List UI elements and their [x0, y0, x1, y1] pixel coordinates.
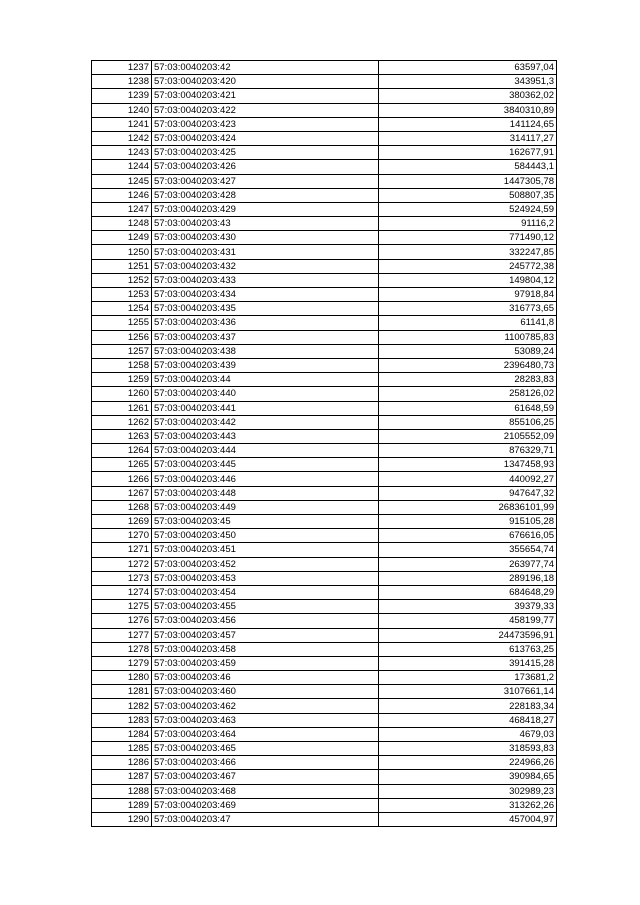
cadastral-value: 24473596,91 — [379, 628, 557, 642]
row-number: 1266 — [92, 472, 152, 486]
cadastral-number: 57:03:0040203:431 — [152, 245, 379, 259]
row-number: 1284 — [92, 727, 152, 741]
cadastral-value: 1347458,93 — [379, 458, 557, 472]
table-row — [92, 103, 557, 117]
cadastral-value: 97918,84 — [379, 288, 557, 302]
table-row — [92, 472, 557, 486]
cadastral-value: 584443,1 — [379, 160, 557, 174]
cadastral-value: 149804,12 — [379, 273, 557, 287]
cadastral-value: 61648,59 — [379, 401, 557, 415]
cadastral-number: 57:03:0040203:443 — [152, 429, 379, 443]
cadastral-value: 162677,91 — [379, 146, 557, 160]
cadastral-number: 57:03:0040203:442 — [152, 415, 379, 429]
cadastral-number: 57:03:0040203:422 — [152, 103, 379, 117]
table-row — [92, 600, 557, 614]
cadastral-value: 302989,23 — [379, 784, 557, 798]
cadastral-number: 57:03:0040203:420 — [152, 75, 379, 89]
cadastral-number: 57:03:0040203:424 — [152, 131, 379, 145]
row-number: 1269 — [92, 515, 152, 529]
cadastral-number: 57:03:0040203:445 — [152, 458, 379, 472]
cadastral-number: 57:03:0040203:459 — [152, 656, 379, 670]
cadastral-number: 57:03:0040203:429 — [152, 202, 379, 216]
row-number: 1261 — [92, 401, 152, 415]
row-number: 1267 — [92, 486, 152, 500]
row-number: 1279 — [92, 656, 152, 670]
cadastral-value: 676616,05 — [379, 529, 557, 543]
row-number: 1263 — [92, 429, 152, 443]
cadastral-value: 173681,2 — [379, 671, 557, 685]
cadastral-number: 57:03:0040203:467 — [152, 770, 379, 784]
cadastral-number: 57:03:0040203:454 — [152, 585, 379, 599]
cadastral-number: 57:03:0040203:44 — [152, 373, 379, 387]
cadastral-value: 613763,25 — [379, 642, 557, 656]
cadastral-value: 391415,28 — [379, 656, 557, 670]
row-number: 1285 — [92, 742, 152, 756]
row-number: 1239 — [92, 89, 152, 103]
table-row — [92, 742, 557, 756]
cadastral-number: 57:03:0040203:466 — [152, 756, 379, 770]
cadastral-number: 57:03:0040203:437 — [152, 330, 379, 344]
cadastral-value: 458199,77 — [379, 614, 557, 628]
cadastral-value: 2396480,73 — [379, 358, 557, 372]
table-row — [92, 798, 557, 812]
row-number: 1259 — [92, 373, 152, 387]
cadastral-value: 141124,65 — [379, 117, 557, 131]
table-row — [92, 146, 557, 160]
row-number: 1288 — [92, 784, 152, 798]
row-number: 1243 — [92, 146, 152, 160]
table-row — [92, 585, 557, 599]
cadastral-value: 258126,02 — [379, 387, 557, 401]
table-row — [92, 387, 557, 401]
cadastral-number: 57:03:0040203:465 — [152, 742, 379, 756]
table-row — [92, 231, 557, 245]
cadastral-number: 57:03:0040203:456 — [152, 614, 379, 628]
row-number: 1272 — [92, 557, 152, 571]
table-row — [92, 61, 557, 75]
table-row — [92, 458, 557, 472]
table-row — [92, 444, 557, 458]
cadastral-number: 57:03:0040203:436 — [152, 316, 379, 330]
row-number: 1258 — [92, 358, 152, 372]
row-number: 1286 — [92, 756, 152, 770]
cadastral-number: 57:03:0040203:451 — [152, 543, 379, 557]
cadastral-value: 39379,33 — [379, 600, 557, 614]
cadastral-number: 57:03:0040203:468 — [152, 784, 379, 798]
row-number: 1264 — [92, 444, 152, 458]
row-number: 1268 — [92, 500, 152, 514]
cadastral-value: 228183,34 — [379, 699, 557, 713]
cadastral-number: 57:03:0040203:441 — [152, 401, 379, 415]
table-row — [92, 770, 557, 784]
row-number: 1245 — [92, 174, 152, 188]
cadastral-value: 3840310,89 — [379, 103, 557, 117]
cadastral-number: 57:03:0040203:463 — [152, 713, 379, 727]
table-row — [92, 160, 557, 174]
table-row — [92, 656, 557, 670]
cadastral-number: 57:03:0040203:450 — [152, 529, 379, 543]
cadastral-value: 61141,8 — [379, 316, 557, 330]
row-number: 1265 — [92, 458, 152, 472]
row-number: 1273 — [92, 571, 152, 585]
row-number: 1248 — [92, 217, 152, 231]
table-row — [92, 571, 557, 585]
table-row — [92, 202, 557, 216]
cadastral-number: 57:03:0040203:43 — [152, 217, 379, 231]
cadastral-value: 508807,35 — [379, 188, 557, 202]
cadastral-value: 63597,04 — [379, 61, 557, 75]
row-number: 1255 — [92, 316, 152, 330]
row-number: 1277 — [92, 628, 152, 642]
cadastral-value: 3107661,14 — [379, 685, 557, 699]
cadastral-value: 1100785,83 — [379, 330, 557, 344]
row-number: 1250 — [92, 245, 152, 259]
cadastral-value: 26836101,99 — [379, 500, 557, 514]
cadastral-value: 915105,28 — [379, 515, 557, 529]
cadastral-number: 57:03:0040203:440 — [152, 387, 379, 401]
table-row — [92, 543, 557, 557]
row-number: 1247 — [92, 202, 152, 216]
row-number: 1254 — [92, 302, 152, 316]
row-number: 1251 — [92, 259, 152, 273]
table-body — [92, 61, 557, 827]
cadastral-value: 524924,59 — [379, 202, 557, 216]
cadastral-value: 468418,27 — [379, 713, 557, 727]
table-row — [92, 699, 557, 713]
cadastral-value: 28283,83 — [379, 373, 557, 387]
table-row — [92, 288, 557, 302]
row-number: 1241 — [92, 117, 152, 131]
cadastral-value: 440092,27 — [379, 472, 557, 486]
row-number: 1283 — [92, 713, 152, 727]
cadastral-value: 771490,12 — [379, 231, 557, 245]
cadastral-number: 57:03:0040203:446 — [152, 472, 379, 486]
cadastral-value: 332247,85 — [379, 245, 557, 259]
table-row — [92, 614, 557, 628]
cadastral-value: 457004,97 — [379, 812, 557, 826]
row-number: 1260 — [92, 387, 152, 401]
table-row — [92, 671, 557, 685]
row-number: 1249 — [92, 231, 152, 245]
row-number: 1275 — [92, 600, 152, 614]
row-number: 1253 — [92, 288, 152, 302]
cadastral-value: 91116,2 — [379, 217, 557, 231]
table-row — [92, 358, 557, 372]
table-row — [92, 330, 557, 344]
cadastral-value: 313262,26 — [379, 798, 557, 812]
cadastral-value: 263977,74 — [379, 557, 557, 571]
cadastral-number: 57:03:0040203:460 — [152, 685, 379, 699]
table-row — [92, 812, 557, 826]
row-number: 1287 — [92, 770, 152, 784]
table-row — [92, 344, 557, 358]
cadastral-value: 380362,02 — [379, 89, 557, 103]
row-number: 1271 — [92, 543, 152, 557]
cadastral-value: 390984,65 — [379, 770, 557, 784]
table-row — [92, 756, 557, 770]
cadastral-number: 57:03:0040203:428 — [152, 188, 379, 202]
cadastral-value: 855106,25 — [379, 415, 557, 429]
cadastral-number: 57:03:0040203:427 — [152, 174, 379, 188]
cadastral-value: 2105552,09 — [379, 429, 557, 443]
cadastral-number: 57:03:0040203:47 — [152, 812, 379, 826]
cadastral-number: 57:03:0040203:433 — [152, 273, 379, 287]
table-row — [92, 131, 557, 145]
cadastral-number: 57:03:0040203:435 — [152, 302, 379, 316]
row-number: 1289 — [92, 798, 152, 812]
cadastral-number: 57:03:0040203:423 — [152, 117, 379, 131]
row-number: 1282 — [92, 699, 152, 713]
cadastral-value: 355654,74 — [379, 543, 557, 557]
table-row — [92, 373, 557, 387]
cadastral-number: 57:03:0040203:462 — [152, 699, 379, 713]
table-row — [92, 174, 557, 188]
cadastral-number: 57:03:0040203:457 — [152, 628, 379, 642]
cadastral-value: 684648,29 — [379, 585, 557, 599]
table-row — [92, 245, 557, 259]
table-row — [92, 529, 557, 543]
row-number: 1276 — [92, 614, 152, 628]
cadastral-number: 57:03:0040203:452 — [152, 557, 379, 571]
cadastral-number: 57:03:0040203:46 — [152, 671, 379, 685]
row-number: 1262 — [92, 415, 152, 429]
table-row — [92, 302, 557, 316]
row-number: 1256 — [92, 330, 152, 344]
row-number: 1270 — [92, 529, 152, 543]
cadastral-value-table — [91, 60, 557, 827]
cadastral-value: 876329,71 — [379, 444, 557, 458]
cadastral-number: 57:03:0040203:434 — [152, 288, 379, 302]
cadastral-value: 224966,26 — [379, 756, 557, 770]
table-row — [92, 316, 557, 330]
cadastral-number: 57:03:0040203:469 — [152, 798, 379, 812]
table-row — [92, 486, 557, 500]
cadastral-value: 318593,83 — [379, 742, 557, 756]
row-number: 1238 — [92, 75, 152, 89]
table-row — [92, 273, 557, 287]
table-row — [92, 259, 557, 273]
cadastral-number: 57:03:0040203:426 — [152, 160, 379, 174]
table-row — [92, 429, 557, 443]
row-number: 1281 — [92, 685, 152, 699]
table-row — [92, 713, 557, 727]
row-number: 1240 — [92, 103, 152, 117]
row-number: 1242 — [92, 131, 152, 145]
cadastral-value: 1447305,78 — [379, 174, 557, 188]
row-number: 1280 — [92, 671, 152, 685]
table-row — [92, 628, 557, 642]
cadastral-number: 57:03:0040203:45 — [152, 515, 379, 529]
row-number: 1252 — [92, 273, 152, 287]
cadastral-value: 245772,38 — [379, 259, 557, 273]
cadastral-number: 57:03:0040203:453 — [152, 571, 379, 585]
row-number: 1246 — [92, 188, 152, 202]
table-row — [92, 515, 557, 529]
cadastral-value: 314117,27 — [379, 131, 557, 145]
cadastral-number: 57:03:0040203:455 — [152, 600, 379, 614]
cadastral-number: 57:03:0040203:464 — [152, 727, 379, 741]
table-row — [92, 784, 557, 798]
cadastral-value: 343951,3 — [379, 75, 557, 89]
table-row — [92, 188, 557, 202]
table-row — [92, 75, 557, 89]
row-number: 1244 — [92, 160, 152, 174]
cadastral-value: 53089,24 — [379, 344, 557, 358]
cadastral-number: 57:03:0040203:438 — [152, 344, 379, 358]
cadastral-value: 947647,32 — [379, 486, 557, 500]
table-row — [92, 117, 557, 131]
row-number: 1257 — [92, 344, 152, 358]
row-number: 1237 — [92, 61, 152, 75]
cadastral-number: 57:03:0040203:448 — [152, 486, 379, 500]
table-row — [92, 500, 557, 514]
cadastral-number: 57:03:0040203:425 — [152, 146, 379, 160]
table-row — [92, 401, 557, 415]
row-number: 1278 — [92, 642, 152, 656]
cadastral-number: 57:03:0040203:439 — [152, 358, 379, 372]
table-row — [92, 415, 557, 429]
table-row — [92, 89, 557, 103]
table-row — [92, 642, 557, 656]
row-number: 1274 — [92, 585, 152, 599]
table-row — [92, 727, 557, 741]
table-row — [92, 685, 557, 699]
cadastral-number: 57:03:0040203:458 — [152, 642, 379, 656]
cadastral-number: 57:03:0040203:432 — [152, 259, 379, 273]
cadastral-number: 57:03:0040203:444 — [152, 444, 379, 458]
cadastral-number: 57:03:0040203:42 — [152, 61, 379, 75]
cadastral-value: 289196,18 — [379, 571, 557, 585]
table-row — [92, 557, 557, 571]
cadastral-number: 57:03:0040203:430 — [152, 231, 379, 245]
cadastral-number: 57:03:0040203:449 — [152, 500, 379, 514]
table-row — [92, 217, 557, 231]
cadastral-value: 4679,03 — [379, 727, 557, 741]
cadastral-value: 316773,65 — [379, 302, 557, 316]
row-number: 1290 — [92, 812, 152, 826]
cadastral-number: 57:03:0040203:421 — [152, 89, 379, 103]
